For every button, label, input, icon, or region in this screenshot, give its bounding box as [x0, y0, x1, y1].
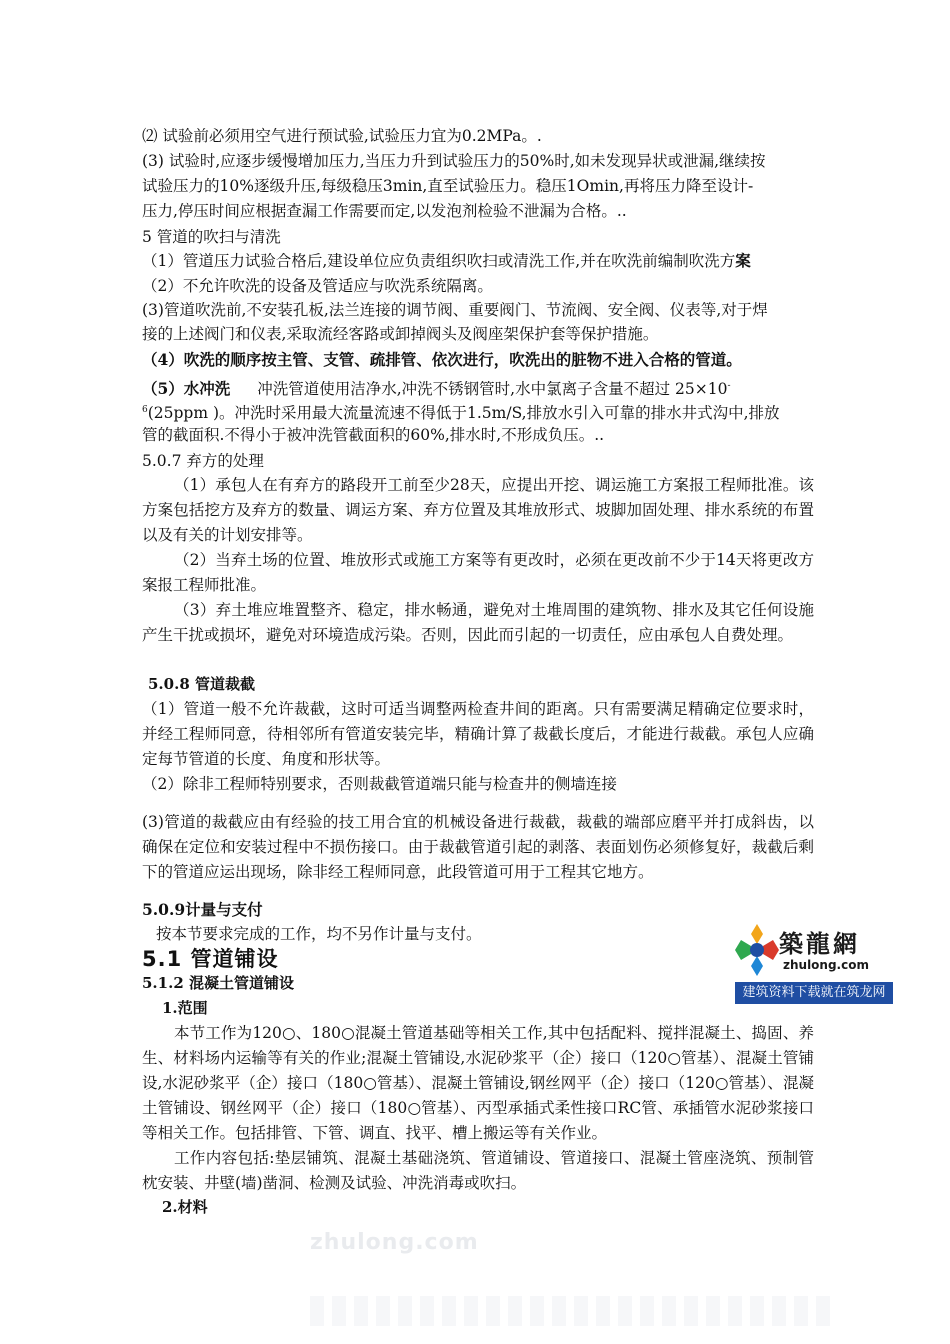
concrete-pipe-subheading: 5.1.2 混凝土管道铺设: [142, 974, 294, 992]
faint-footer-marks: [310, 1296, 830, 1326]
measurement-heading: [142, 898, 820, 922]
pipe-cutting-para-1: （1）管道一般不允许裁截，这时可适当调整两检查井间的距离。只有需要满足精确定位要求时，并经工程师同意，待相邻所有管道安装完毕，精确计算了裁截长度后，才能进行裁截。承包人应确定每节管道的长度、角度和形状等。: [142, 700, 814, 768]
superscript-minus: -: [727, 381, 731, 391]
purge-item-5-line3: 管的截面积.不得小于被冲洗管截面积的60%,排水时,不形成负压。..: [142, 426, 605, 444]
pipe-cutting-heading: 5.0.8 管道裁截: [148, 675, 255, 693]
measurement-para: 按本节要求完成的工作，均不另作计量与支付。: [156, 925, 482, 943]
spoil-para-3: （3）弃土堆应堆置整齐、稳定，排水畅通，避免对土堆周围的建筑物、排水及其它任何设施产生干扰或损坏，避免对环境造成污染。否则，因此而引起的一切责任，应由承包人自费处理。: [142, 601, 814, 644]
zhulong-logo: [735, 918, 893, 1004]
purge-item-4: （4）吹洗的顺序按主管、支管、疏排管、依次进行，吹洗出的脏物不进入合格的管道。: [142, 350, 742, 369]
water-flush-text: 冲洗管道使用洁净水,冲洗不锈钢管时,水中氯离子含量不超过 25×10: [257, 380, 728, 399]
purge-item-5-line2: [142, 398, 820, 425]
logo-banner: 建筑资料下载就在筑龙网: [735, 982, 893, 1004]
purge-item-2: （2）不允许吹洗的设备及管适应与吹洗系统隔离。: [142, 277, 493, 295]
scope-heading: 1.范围: [162, 999, 208, 1017]
test-item-2: ⑵ 试验前必须用空气进行预试验,试验压力宜为0.2MPa。.: [142, 127, 542, 145]
logo-brand: 築龍網: [779, 930, 860, 958]
zhulong-snowflake-logo-icon: [735, 920, 779, 980]
purge-item-1-end: 案: [735, 251, 751, 270]
purge-item-1-text: （1）管道压力试验合格后,建设单位应负责组织吹扫或清洗工作,并在吹洗前编制吹洗方: [142, 252, 736, 270]
pipe-cutting-para-2: （2）除非工程师特别要求，否则裁截管道端只能与检查井的侧墙连接: [142, 775, 617, 793]
test-item-3-line3: 压力,停压时间应根据查漏工作需要而定,以发泡剂检验不泄漏为合格。..: [142, 202, 627, 220]
purge-item-1: [142, 249, 820, 273]
purge-heading: 5 管道的吹扫与清洗: [142, 228, 281, 246]
materials-heading: 2.材料: [162, 1198, 208, 1216]
purge-item-3-line2: 接的上述阀门和仪表,采取流经客路或卸掉阀头及阀座架保护套等保护措施。: [142, 325, 659, 343]
spoil-heading: 5.0.7 弃方的处理: [142, 452, 264, 470]
section-title: 5.1 管道铺设: [142, 947, 279, 971]
spoil-para-2: （2）当弃土场的位置、堆放形式或施工方案等有更改时，必须在更改前不少于14天将更改方案报工程师批准。: [142, 551, 814, 594]
spoil-para-1: （1）承包人在有弃方的路段开工前至少28天，应提出开挖、调运施工方案报工程师批准。该方案包括挖方及弃方的数量、调运方案、弃方位置及其堆放形式、坡脚加固处理、排水系统的布置以及有关的计划安排等。: [142, 476, 814, 544]
watermark: zhulong.com: [310, 1230, 479, 1255]
test-item-3-line2: 试验压力的10%逐级升压,每级稳压3min,直至试验压力。稳压1Omin,再将压力降至设计-: [142, 177, 754, 195]
logo-domain: zhulong.com: [783, 958, 869, 972]
scope-para-2: 工作内容包括:垫层铺筑、混凝土基础浇筑、管道铺设、管道接口、混凝土管座浇筑、预制管枕安装、井壁(墙)凿洞、检测及试验、冲洗消毒或吹扫。: [142, 1149, 814, 1192]
superscript-6: 6: [142, 405, 148, 415]
purge-item-3-line1: (3)管道吹洗前,不安装孔板,法兰连接的调节阀、重要阀门、节流阀、安全阀、仪表等,对于焊: [142, 301, 768, 319]
measurement-heading-text: 计量与支付: [185, 900, 263, 919]
scope-para-1: 本节工作为120○、180○混凝土管道基础等相关工作,其中包括配料、搅拌混凝土、捣固、养生、材料场内运输等有关的作业;混凝土管铺设,水泥砂浆平（企）接口（120○管基）、混凝土管铺设,水泥砂浆平（企）接口（180○管基）、混凝土管铺设,钢丝网平（企）接口（120○管基）、混凝土管铺设、钢丝网平（企）接口（180○管基）、丙型承插式柔性接口RC管、承插管水泥砂浆接口等相关工作。包括排管、下管、调直、找平、槽上搬运等有关作业。: [142, 1024, 814, 1142]
water-flush-label: （5）水冲洗: [142, 379, 231, 399]
purge-item-5-line2-text: (25ppm )。冲洗时采用最大流量流速不得低于1.5m/S,排放水引入可靠的排水井式沟中,排放: [147, 404, 780, 423]
pipe-cutting-para-3: (3)管道的裁截应由有经验的技工用合宜的机械设备进行裁截，裁截的端部应磨平并打成斜齿，以确保在定位和安装过程中不损伤接口。由于裁截管道引起的剥落、表面划伤必须修复好，裁截后剩下的管道应运出现场，除非经工程师同意，此段管道可用于工程其它地方。: [142, 813, 814, 881]
test-item-3-line1: (3) 试验时,应逐步缓慢增加压力,当压力升到试验压力的50%时,如未发现异状或泄漏,继续按: [142, 152, 766, 170]
measurement-heading-num: 5.0.9: [142, 900, 186, 919]
